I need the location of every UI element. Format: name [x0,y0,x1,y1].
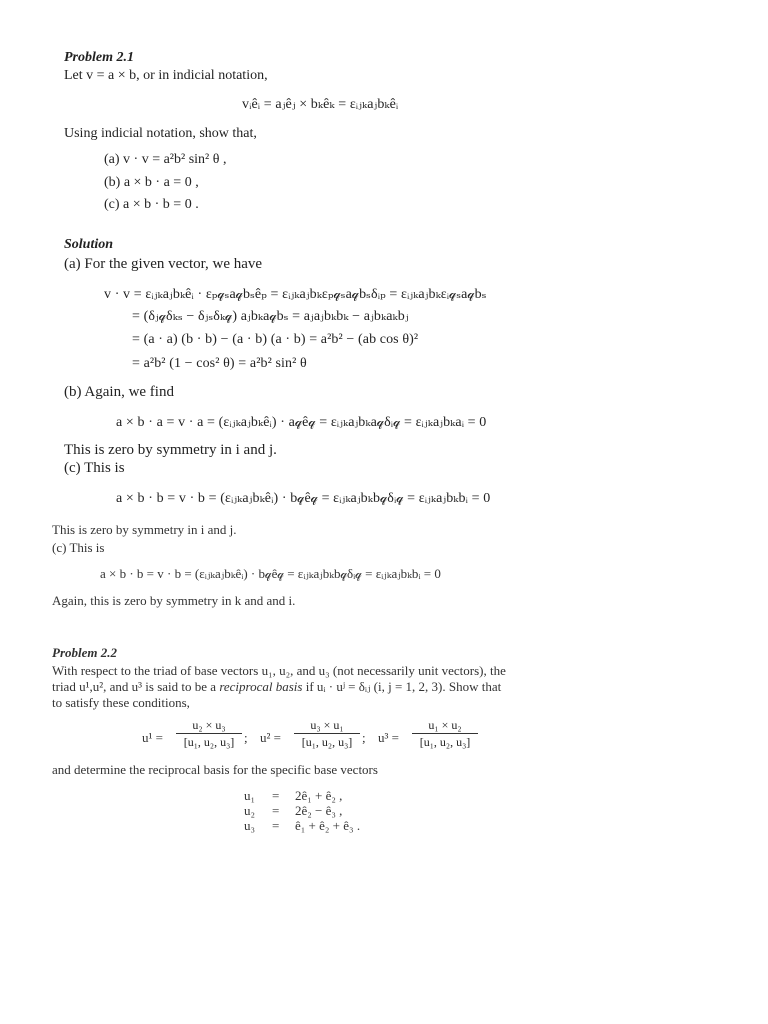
frac-2-bar [294,733,360,734]
problem-2-2-title: Problem 2.2 [52,645,117,660]
frac-2 [294,718,360,749]
basis-3-eq: = [272,818,280,833]
problem-2-1-item-a: (a) v · v = a²b² sin² θ , [104,152,227,167]
basis-2-rhs: 2ê₂ − ê₃ , [295,803,343,818]
frac-3-denominator: [u₁, u₂, u₃] [419,735,471,749]
solution-title: Solution [64,237,114,252]
line-2-post: if uᵢ · uʲ = δᵢⱼ (i, j = 1, 2, 3). Show that [302,679,502,694]
basis-2-eq: = [272,803,280,818]
frac-3-numerator: u₁ × u₂ [428,718,462,732]
problem-2-2-line-1: With respect to the triad of base vectors u₁, u₂, and u₃ (not necessarily unit vectors), the [52,663,506,678]
frac-1-bar [176,733,242,734]
basis-2-lhs: u₂ [244,803,256,818]
problem-2-1-item-c: (c) a × b · b = 0 . [104,197,199,212]
basis-3-rhs: ê₁ + ê₂ + ê₃ . [295,818,361,833]
frac-2-numerator: u₃ × u₁ [310,718,344,732]
frac-3-bar [412,733,478,734]
problem-2-2-after: and determine the reciprocal basis for the specific base vectors [52,762,378,777]
problem-2-1-instruction: Using indicial notation, show that, [64,126,257,141]
frac-3-lhs: u³ = [378,730,399,745]
solution-a-line-3: = (a · a) (b · b) − (a · b) (a · b) = a²b² − (ab cos θ)² [132,332,419,347]
frac-1 [176,718,242,749]
frac-1-denominator: [u₁, u₂, u₃] [183,735,235,749]
dup-c-intro: (c) This is [52,540,105,555]
solution-b-equation: a × b · a = v · a = (εᵢⱼₖaⱼbₖêᵢ) · a𝓆ê𝓆 = εᵢⱼₖaⱼbₖa𝓆δᵢ𝓆 = εᵢⱼₖaⱼbₖaᵢ = 0 [116,415,487,430]
problem-2-1-item-b: (b) a × b · a = 0 , [104,175,199,190]
reciprocal-basis-term: reciprocal basis [219,679,303,694]
frac-2-lhs: u² = [260,730,281,745]
basis-1-eq: = [272,788,280,803]
frac-3 [412,718,478,749]
dup-note-2: Again, this is zero by symmetry in k and and i. [52,593,296,608]
dup-c-equation: a × b · b = v · b = (εᵢⱼₖaⱼbₖêᵢ) · b𝓆ê𝓆 = εᵢⱼₖaⱼbₖb𝓆δᵢ𝓆 = εᵢⱼₖaⱼbₖbᵢ = 0 [100,566,441,581]
solution-b-intro: (b) Again, we find [64,384,174,400]
problem-2-2-line-3: to satisfy these conditions, [52,695,190,710]
basis-1-lhs: u₁ [244,788,256,803]
problem-2-1-equation: vᵢêᵢ = aⱼêⱼ × bₖêₖ = εᵢⱼₖaⱼbₖêᵢ [242,97,399,112]
solution-b-note: This is zero by symmetry in i and j. [64,442,277,458]
frac-2-sep: ; [362,730,366,745]
solution-a-line-2: = (δⱼ𝓆δₖₛ − δⱼₛδₖ𝓆) aⱼbₖa𝓆bₛ = aⱼaⱼbₖbₖ − aⱼbₖaₖbⱼ [132,309,409,324]
solution-c-equation: a × b · b = v · b = (εᵢⱼₖaⱼbₖêᵢ) · b𝓆ê𝓆 = εᵢⱼₖaⱼbₖb𝓆δᵢ𝓆 = εᵢⱼₖaⱼbₖbᵢ = 0 [116,491,491,506]
solution-a-line-1: v · v = εᵢⱼₖaⱼbₖêᵢ · εₚ𝓆ₛa𝓆bₛêₚ = εᵢⱼₖaⱼbₖεₚ𝓆ₛa𝓆bₛδᵢₚ = εᵢⱼₖaⱼbₖεᵢ𝓆ₛa𝓆bₛ [104,287,487,302]
basis-3-lhs: u₃ [244,818,256,833]
basis-1-rhs: 2ê₁ + ê₂ , [295,788,343,803]
frac-2-denominator: [u₁, u₂, u₃] [301,735,353,749]
frac-1-numerator: u₂ × u₃ [192,718,226,732]
solution-c-intro: (c) This is [64,460,125,476]
problem-2-1-intro: Let v = a × b, or in indicial notation, [64,68,268,83]
problem-2-1-title: Problem 2.1 [64,50,134,65]
solution-a-line-4: = a²b² (1 − cos² θ) = a²b² sin² θ [132,356,307,371]
problem-2-2-line-2 [52,679,501,695]
frac-1-lhs: u¹ = [142,730,163,745]
line-2-pre: triad u¹,u², and u³ is said to be a [52,679,220,694]
frac-1-sep: ; [244,730,248,745]
dup-note-1: This is zero by symmetry in i and j. [52,522,237,537]
solution-a-intro: (a) For the given vector, we have [64,256,263,272]
